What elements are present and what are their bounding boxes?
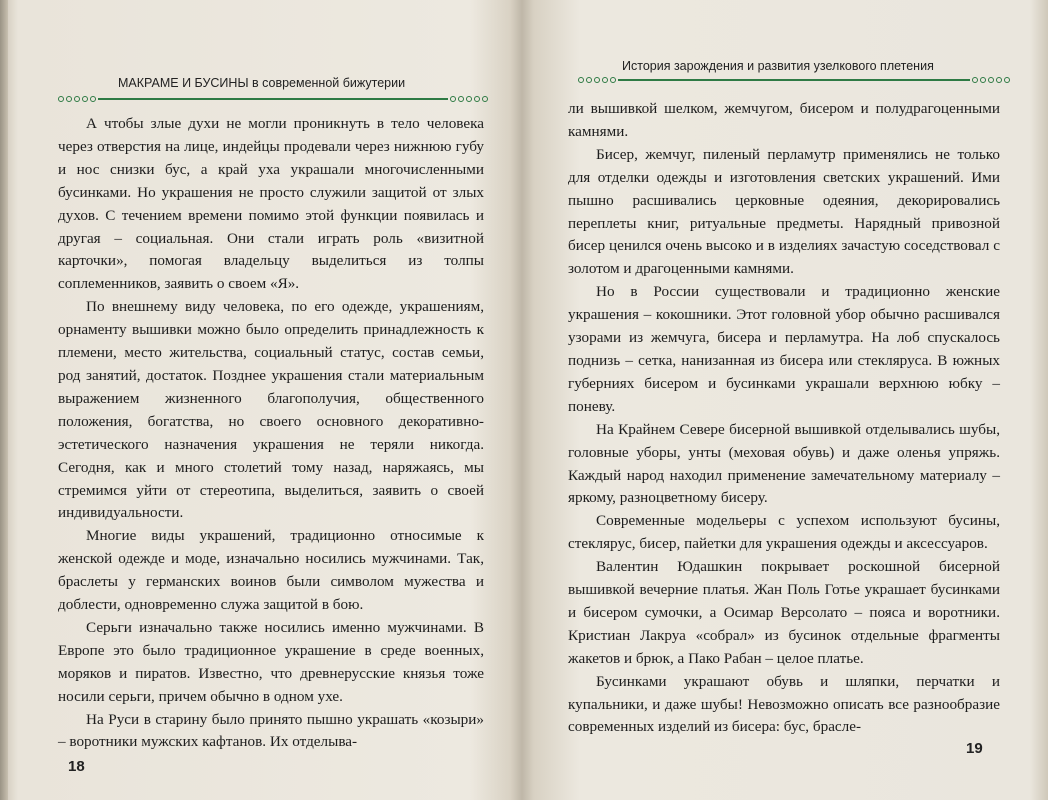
paragraph-continuation: ли вышивкой шелком, жемчугом, бисером и полудрагоценными камнями. [568,100,1000,140]
running-head-left: МАКРАМЕ И БУСИНЫ в современной бижутерии [118,76,406,90]
ornament-dot [458,96,464,102]
paragraph: На Руси в старину было принято пышно украшать «козыри» – воротники мужских кафтанов. Их отделыва- [58,710,484,751]
page-number-right: 19 [966,740,983,757]
paragraph: Бусинками украшают обувь и шляпки, перчатки и купальники, и даже шубы! Невозможно описать все разнообразие современных изделий из бисера: бус, брасле- [568,672,1000,736]
ornament-dot [996,77,1002,83]
ornament-dot [1004,77,1010,83]
paragraph: На Крайнем Севере бисерной вышивкой отделывались шубы, головные уборы, унты (меховая обувь) и даже оленья упряжь. Каждый народ находил применение замечательному материалу – яркому, разноцветному бисеру. [568,420,1000,507]
ornament-dot [610,77,616,83]
running-head-right: История зарождения и развития узелкового плетения [622,59,934,73]
paragraph: А чтобы злые духи не могли проникнуть в тело человека через отверстия на лице, индейцы продевали через нижнюю губу и нос снизки бус, а край уха украшали многочисленными бусинками. Но украшения не просто служили защитой от злых духов. С течением времени помимо этой функции появилась и другая – социальная. Они стали играть роль «визитной карточки», помогая владельцу выделиться из толпы соплеменников, заявить о своем «Я». [58,115,484,293]
page-number-left: 18 [68,758,85,775]
paragraph: Серьги изначально также носились именно мужчинами. В Европе это было традиционное украшение в среде военных, моряков и пиратов. Известно, что древнерусские князья тоже носили серьги, причем обычно в одном ухе. [58,618,484,705]
right-page [526,0,1048,800]
ornament-dot [82,96,88,102]
paragraph: Бисер, жемчуг, пиленый перламутр применялись не только для отделки одежды и изготовления светских украшений. Ими пышно расшивались церковные одеяния, декорировались переплеты книг, ритуальные предметы. Нарядный привозной бисер ценился очень высоко и в изделиях зачастую соседствовал с золотом и драгоценными камнями. [568,145,1000,278]
ornament-line [98,98,448,100]
right-body-text [568,98,1000,739]
ornament-dot [988,77,994,83]
paragraph: Но в России существовали и традиционно женские украшения – кокошники. Этот головной убор обычно расшивался узорами из жемчуга, бисера и перламутра. На лоб спускалось поднизь – сетка, нанизанная из бисера или стекляруса. В южных губерниях бисером и бусинками украшали верхнюю юбку – поневу. [568,283,1000,415]
ornament-rule-left [58,96,488,102]
ornament-dot [66,96,72,102]
ornament-dot [474,96,480,102]
ornament-dot [74,96,80,102]
paragraph: По внешнему виду человека, по его одежде, украшениям, орнаменту вышивки можно было определить принадлежность к племени, место жительства, социальный статус, состав семьи, род занятий, достаток. Позднее украшения стали материальным выражением жизненного благополучия, общественного положения, богатства, но своего основного декоративно-эстетического назначения украшения не теряли никогда. Сегодня, как и много столетий тому назад, наряжаясь, мы стремимся уйти от стереотипа, выделиться, заявить о своей индивидуальности. [58,298,484,522]
ornament-line [618,79,970,81]
left-page [0,0,520,800]
ornament-dot [594,77,600,83]
ornament-dot [578,77,584,83]
ornament-dot [482,96,488,102]
left-body-text [58,113,484,754]
ornament-dot [586,77,592,83]
ornament-dot [602,77,608,83]
ornament-dot [58,96,64,102]
ornament-dot [466,96,472,102]
ornament-dot [90,96,96,102]
paragraph: Современные модельеры с успехом используют бусины, стеклярус, бисер, пайетки для украшения одежды и аксессуаров. [568,512,1000,553]
ornament-dot [450,96,456,102]
ornament-rule-right [578,77,1010,83]
paragraph: Многие виды украшений, традиционно относимые к женской одежде и моде, изначально носились мужчинами. Так, браслеты у германских воинов были символом мужества и доблести, одновременно служа защитой в бою. [58,527,484,614]
ornament-dot [980,77,986,83]
ornament-dot [972,77,978,83]
paragraph: Валентин Юдашкин покрывает роскошной бисерной вышивкой вечерние платья. Жан Поль Готье украшает бусинками и бисером сумочки, а Осимар Версолато – пояса и воротники. Кристиан Лакруа «собрал» из бусинок отдельные фрагменты жакетов и брюк, а Пако Рабан – целое платье. [568,558,1000,667]
